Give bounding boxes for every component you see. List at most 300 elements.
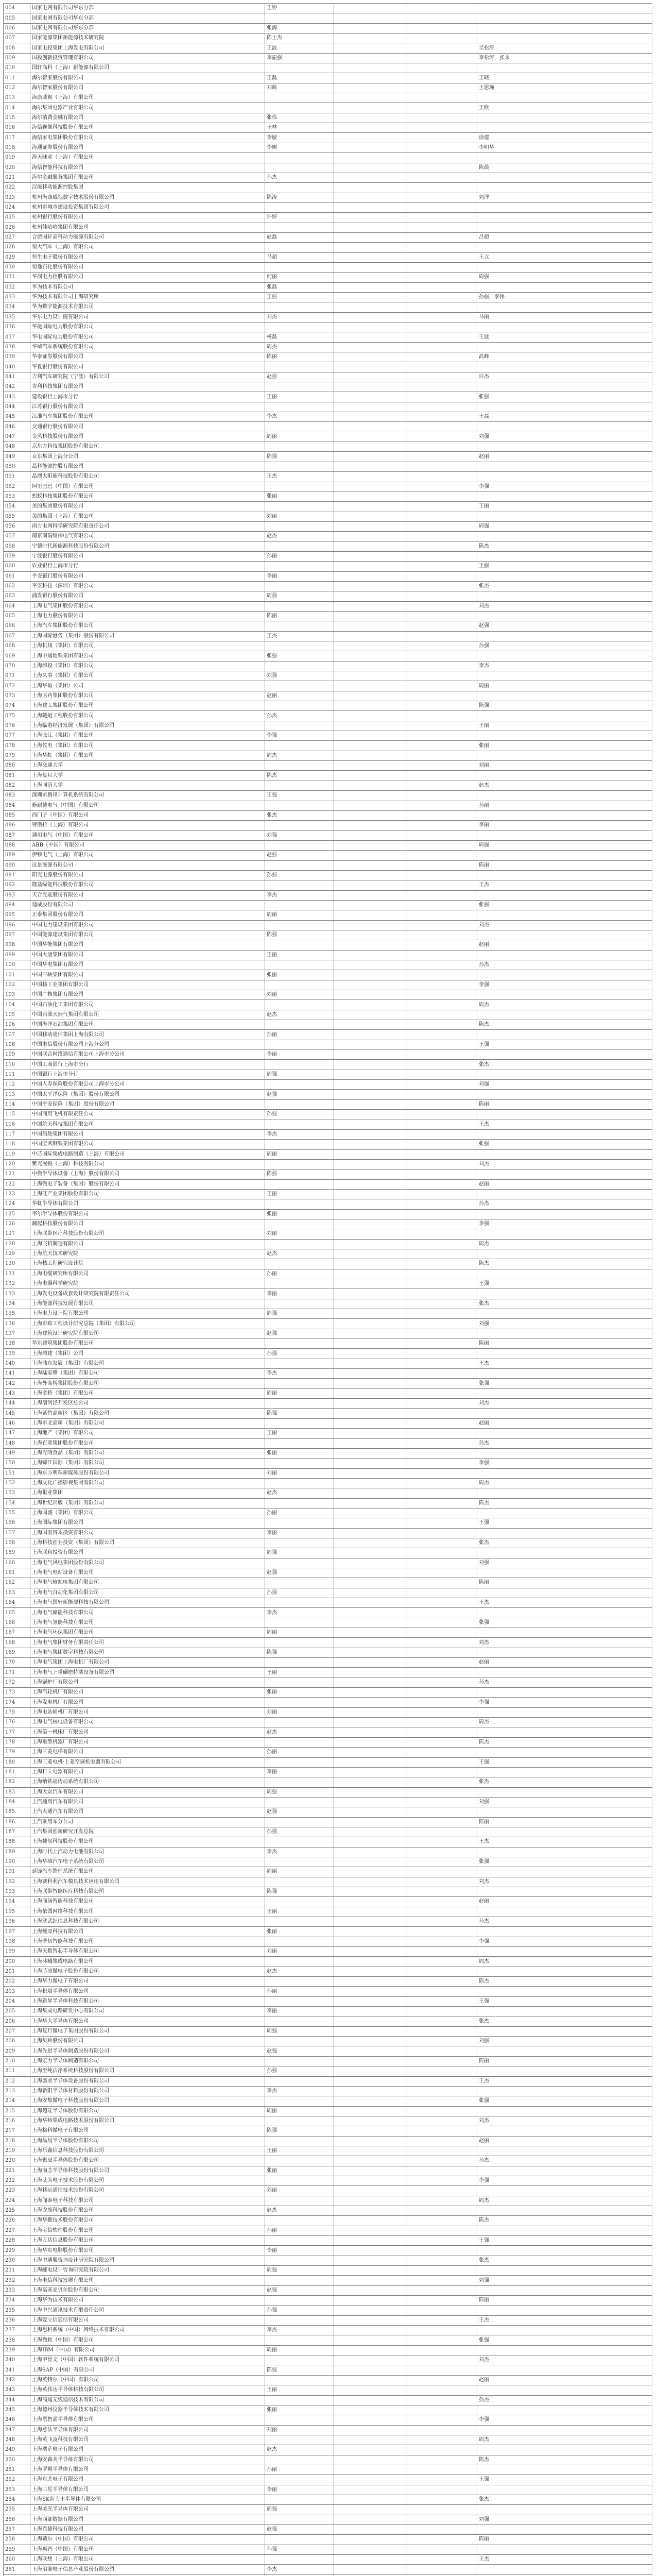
row-number-cell: 189 (4, 1847, 30, 1857)
table-row (4, 323, 652, 332)
contact-a-cell: 李强 (265, 731, 334, 741)
row-number-cell: 226 (4, 2216, 30, 2226)
table-row (4, 1787, 652, 1797)
contact-b-cell (334, 213, 407, 223)
contact-b-cell (334, 1359, 407, 1368)
contact-b-cell (334, 1847, 407, 1857)
company-name-cell: 上海微软（中国）有限公司 (30, 2335, 265, 2345)
contact-b-cell (334, 1827, 407, 1837)
row-number-cell: 152 (4, 1478, 30, 1488)
row-number-cell: 031 (4, 273, 30, 282)
row-number-cell: 160 (4, 1558, 30, 1568)
contact-c-cell (407, 2335, 477, 2345)
company-name-cell: 吉利汽车研究院（宁波）有限公司 (30, 372, 265, 382)
company-name-cell: 上海漕河泾开发区总公司 (30, 1399, 265, 1409)
contact-a-cell (265, 741, 334, 751)
table-row (4, 223, 652, 232)
contact-b-cell (334, 1628, 407, 1638)
contact-a-cell: 陈士杰 (265, 33, 334, 43)
company-name-cell: 中国船舶集团有限公司 (30, 1129, 265, 1139)
contact-b-cell (334, 880, 407, 890)
company-name-cell: 通用电气（中国）有限公司 (30, 831, 265, 840)
row-number-cell: 039 (4, 352, 30, 362)
company-name-cell: 上海贝岭股份有限公司 (30, 2037, 265, 2046)
contact-b-cell (334, 1289, 407, 1299)
company-name-cell: 上海东芝电子有限公司 (30, 2475, 265, 2485)
company-name-cell: 上汽乘用车分公司 (30, 1817, 265, 1827)
contact-d-cell (477, 1429, 652, 1438)
contact-a-cell: 赵强 (265, 2524, 334, 2534)
table-row (4, 1030, 652, 1040)
contact-b-cell (334, 2285, 407, 2295)
contact-c-cell (407, 1140, 477, 1149)
table-row (4, 2545, 652, 2554)
contact-a-cell (265, 1060, 334, 1070)
contact-a-cell (265, 163, 334, 173)
contact-b-cell (334, 232, 407, 242)
row-number-cell: 101 (4, 970, 30, 980)
company-name-cell: 上海安森美半导体有限公司 (30, 2455, 265, 2465)
contact-c-cell (407, 93, 477, 103)
contact-b-cell (334, 1518, 407, 1528)
contact-d-cell (477, 1987, 652, 1996)
contact-a-cell: 王强 (265, 292, 334, 302)
table-row (4, 2216, 652, 2226)
contact-b-cell (334, 2524, 407, 2534)
contact-a-cell: 王丽 (265, 2146, 334, 2156)
table-row (4, 2106, 652, 2116)
company-name-cell: 上海高通无线通信技术有限公司 (30, 2395, 265, 2405)
contact-d-cell: 刘洋 (477, 193, 652, 202)
contact-c-cell (407, 2216, 477, 2226)
company-name-cell: 南方电网科学研究院有限责任公司 (30, 521, 265, 531)
row-number-cell: 142 (4, 1379, 30, 1388)
contact-d-cell: 陈丽 (477, 1099, 652, 1109)
contact-a-cell (265, 2256, 334, 2265)
contact-c-cell (407, 940, 477, 950)
contact-c-cell (407, 2136, 477, 2146)
company-name-cell: 澜起科技股份有限公司 (30, 1219, 265, 1229)
row-number-cell: 124 (4, 1199, 30, 1209)
table-row (4, 1817, 652, 1827)
contact-a-cell: 孙丽 (265, 2226, 334, 2235)
contact-c-cell (407, 1967, 477, 1976)
contact-d-cell: 李强 (477, 980, 652, 990)
company-name-cell: 上海国际港务（集团）股份有限公司 (30, 631, 265, 641)
contact-d-cell (477, 910, 652, 920)
contact-a-cell: 李丽 (265, 1050, 334, 1060)
row-number-cell: 144 (4, 1399, 30, 1409)
contact-c-cell (407, 920, 477, 930)
contact-c-cell (407, 2046, 477, 2056)
contact-c-cell (407, 412, 477, 422)
contact-a-cell: 孙强 (265, 1588, 334, 1598)
company-name-cell: 上海发电机厂有限公司 (30, 1698, 265, 1707)
company-name-cell: 杭州海康威视数字技术股份有限公司 (30, 193, 265, 202)
contact-b-cell (334, 462, 407, 471)
company-name-cell: 上海电力股份有限公司 (30, 611, 265, 621)
company-name-cell: 上海锦江国际（集团）有限公司 (30, 1459, 265, 1468)
contact-d-cell: 张杰 (477, 2495, 652, 2504)
contact-d-cell (477, 930, 652, 940)
company-name-cell: 上海国有资本投资有限公司 (30, 1528, 265, 1538)
contact-b-cell (334, 1787, 407, 1797)
company-name-cell: 上海第一机床厂有限公司 (30, 1727, 265, 1737)
row-number-cell: 129 (4, 1249, 30, 1259)
contact-d-cell (477, 2465, 652, 2475)
contact-d-cell (477, 691, 652, 701)
row-number-cell: 127 (4, 1229, 30, 1239)
table-row (4, 1159, 652, 1169)
table-row (4, 2335, 652, 2345)
contact-a-cell: 周杰 (265, 751, 334, 760)
table-row (4, 1967, 652, 1976)
contact-b-cell (334, 93, 407, 103)
contact-a-cell: 周丽 (265, 1628, 334, 1638)
table-row (4, 292, 652, 302)
table-row (4, 721, 652, 731)
contact-d-cell (477, 462, 652, 471)
table-row (4, 1598, 652, 1608)
row-number-cell: 070 (4, 661, 30, 671)
contact-c-cell (407, 1787, 477, 1797)
contact-c-cell (407, 1319, 477, 1329)
row-number-cell: 056 (4, 521, 30, 531)
contact-c-cell (407, 641, 477, 651)
row-number-cell: 022 (4, 183, 30, 193)
table-row (4, 1618, 652, 1628)
table-row (4, 1977, 652, 1987)
row-number-cell: 097 (4, 930, 30, 940)
contact-a-cell (265, 2156, 334, 2166)
contact-a-cell: 李丽 (265, 1289, 334, 1299)
contact-b-cell (334, 631, 407, 641)
table-row (4, 372, 652, 382)
company-name-cell: 上海电气集团股份有限公司 (30, 601, 265, 611)
contact-d-cell (477, 1787, 652, 1797)
company-name-cell: 上海电缆研究所有限公司 (30, 1269, 265, 1279)
contact-d-cell (477, 1827, 652, 1837)
table-row (4, 840, 652, 850)
contact-c-cell (407, 143, 477, 152)
contact-a-cell (265, 1518, 334, 1528)
company-name-cell: 中芯国际集成电路制造（上海）有限公司 (30, 1149, 265, 1159)
contact-b-cell (334, 930, 407, 940)
contact-c-cell (407, 2395, 477, 2405)
table-row (4, 2355, 652, 2365)
table-row (4, 1737, 652, 1747)
contact-c-cell (407, 422, 477, 432)
contact-a-cell (265, 2415, 334, 2425)
company-name-cell: 国家电网有限公司华东分部 (30, 23, 265, 33)
company-name-cell: 上海建工集团股份有限公司 (30, 701, 265, 711)
table-row (4, 1110, 652, 1120)
table-row (4, 2037, 652, 2046)
contact-d-cell (477, 571, 652, 581)
row-number-cell: 122 (4, 1179, 30, 1189)
contact-b-cell (334, 1797, 407, 1807)
contact-b-cell (334, 482, 407, 492)
contact-a-cell: 赵强 (265, 1568, 334, 1578)
row-number-cell: 026 (4, 223, 30, 232)
contact-a-cell: 李丽 (265, 1528, 334, 1538)
contact-b-cell (334, 2365, 407, 2375)
contact-c-cell (407, 1917, 477, 1927)
contact-b-cell (334, 2176, 407, 2185)
contact-b-cell (334, 2335, 407, 2345)
contact-a-cell: 李振强 (265, 53, 334, 63)
company-name-cell: 上汽大通汽车有限公司 (30, 1807, 265, 1817)
contact-a-cell: 赵杰 (265, 2206, 334, 2215)
contact-a-cell: 孙丽 (265, 1748, 334, 1757)
company-name-cell: 中国移动通信集团上海有限公司 (30, 1030, 265, 1040)
contact-b-cell (334, 302, 407, 312)
contact-d-cell (477, 731, 652, 741)
table-row (4, 2226, 652, 2235)
contact-b-cell (334, 821, 407, 831)
table-row (4, 103, 652, 113)
row-number-cell: 194 (4, 1897, 30, 1907)
row-number-cell: 107 (4, 1030, 30, 1040)
company-name-cell: 上海华大半导体有限公司 (30, 2016, 265, 2026)
contact-b-cell (334, 771, 407, 781)
table-row (4, 243, 652, 252)
company-name-cell: 上海IBM（中国）有限公司 (30, 2345, 265, 2355)
row-number-cell: 084 (4, 801, 30, 810)
contact-c-cell (407, 1558, 477, 1568)
contact-a-cell: 赵强 (265, 372, 334, 382)
contact-d-cell: 孙杰 (477, 1677, 652, 1687)
contact-c-cell (407, 1877, 477, 1887)
contact-d-cell: 马丽 (477, 312, 652, 322)
contact-b-cell (334, 2375, 407, 2385)
table-row (4, 1010, 652, 1020)
contact-d-cell (477, 1947, 652, 1957)
contact-d-cell: 陈丽 (477, 860, 652, 870)
contact-a-cell: 陈丽 (265, 352, 334, 362)
table-row (4, 1209, 652, 1219)
table-row (4, 2266, 652, 2276)
table-row (4, 53, 652, 63)
company-name-cell: 韦尔半导体股份有限公司 (30, 1209, 265, 1219)
company-name-cell: 上海电信科技发展有限公司 (30, 2276, 265, 2285)
contact-d-cell: 张强 (477, 1140, 652, 1149)
contact-a-cell (265, 900, 334, 910)
company-name-cell: 海天味业（上海）有限公司 (30, 153, 265, 163)
contact-b-cell (334, 372, 407, 382)
contact-c-cell (407, 2535, 477, 2545)
contact-d-cell (477, 950, 652, 960)
contact-d-cell (477, 512, 652, 521)
table-row (4, 2016, 652, 2026)
contact-b-cell (334, 1967, 407, 1976)
row-number-cell: 219 (4, 2146, 30, 2156)
contact-a-cell (265, 243, 334, 252)
table-row (4, 412, 652, 422)
contact-a-cell: 周强 (265, 2026, 334, 2036)
contact-a-cell: 李杰 (265, 1369, 334, 1379)
contact-d-cell (477, 751, 652, 760)
row-number-cell: 136 (4, 1319, 30, 1329)
company-name-cell: 上海乐鑫信息科技股份有限公司 (30, 2146, 265, 2156)
contact-c-cell (407, 2485, 477, 2495)
contact-b-cell (334, 2186, 407, 2196)
contact-b-cell (334, 1887, 407, 1896)
contact-c-cell (407, 323, 477, 332)
contact-c-cell (407, 1668, 477, 1677)
contact-c-cell (407, 631, 477, 641)
contact-b-cell (334, 1249, 407, 1259)
contact-c-cell (407, 262, 477, 272)
row-number-cell: 155 (4, 1508, 30, 1518)
contact-d-cell: 刘杰 (477, 1638, 652, 1648)
table-row (4, 2515, 652, 2524)
row-number-cell: 121 (4, 1170, 30, 1179)
contact-c-cell (407, 1628, 477, 1638)
contact-d-cell (477, 671, 652, 681)
row-number-cell: 012 (4, 83, 30, 93)
row-number-cell: 261 (4, 2565, 30, 2574)
contact-a-cell (265, 1259, 334, 1269)
contact-d-cell (477, 362, 652, 372)
contact-c-cell (407, 512, 477, 521)
company-name-cell: 海尔集团电器产业有限公司 (30, 103, 265, 113)
contact-b-cell (334, 1498, 407, 1508)
row-number-cell: 175 (4, 1707, 30, 1717)
contact-d-cell (477, 2385, 652, 2395)
company-name-cell: 上海美光半导体有限公司 (30, 2505, 265, 2515)
contact-d-cell (477, 1967, 652, 1976)
row-number-cell: 181 (4, 1767, 30, 1777)
contact-d-cell: 陈晨 (477, 163, 652, 173)
contact-b-cell (334, 731, 407, 741)
contact-a-cell (265, 1438, 334, 1448)
contact-d-cell (477, 13, 652, 23)
contact-a-cell (265, 781, 334, 790)
contact-b-cell (334, 920, 407, 930)
contact-c-cell (407, 223, 477, 232)
contact-c-cell (407, 930, 477, 940)
table-row (4, 2395, 652, 2405)
contact-d-cell: 张强 (477, 2096, 652, 2106)
contact-a-cell: 杨磊 (265, 332, 334, 342)
table-row (4, 2485, 652, 2495)
contact-c-cell (407, 312, 477, 322)
contact-d-cell: 许杰 (477, 372, 652, 382)
table-row (4, 1199, 652, 1209)
contact-d-cell (477, 33, 652, 43)
contact-c-cell (407, 1468, 477, 1478)
contact-c-cell (407, 243, 477, 252)
table-row (4, 2146, 652, 2156)
row-number-cell: 117 (4, 1129, 30, 1139)
company-name-cell: 海尔智家股份有限公司 (30, 83, 265, 93)
company-name-cell: 天合光能股份有限公司 (30, 890, 265, 900)
contact-d-cell (477, 1249, 652, 1259)
company-name-cell: 上海久事（集团）有限公司 (30, 671, 265, 681)
contact-b-cell (334, 1170, 407, 1179)
company-name-cell: 上海电气上重碾磨特装设备有限公司 (30, 1668, 265, 1677)
contact-a-cell: 刘丽 (265, 1229, 334, 1239)
contact-c-cell (407, 1707, 477, 1717)
table-row (4, 1538, 652, 1548)
table-row (4, 860, 652, 870)
table-row (4, 1418, 652, 1428)
contact-b-cell (334, 1767, 407, 1777)
contact-b-cell (334, 1329, 407, 1338)
contact-b-cell (334, 2565, 407, 2574)
contact-a-cell: 周强 (265, 1548, 334, 1558)
company-name-cell: 上海格科微电子有限公司 (30, 2126, 265, 2136)
table-row (4, 2505, 652, 2515)
contact-b-cell (334, 581, 407, 591)
contact-b-cell (334, 1947, 407, 1957)
table-row (4, 2385, 652, 2395)
contact-d-cell: 李强 (477, 1698, 652, 1707)
contact-b-cell (334, 432, 407, 442)
table-row (4, 2136, 652, 2146)
contact-b-cell (334, 2076, 407, 2086)
row-number-cell: 173 (4, 1688, 30, 1698)
table-row (4, 1120, 652, 1129)
contact-c-cell (407, 2116, 477, 2126)
contact-b-cell (334, 1877, 407, 1887)
company-name-cell: 国家电投集团上海发电有限公司 (30, 43, 265, 53)
contact-d-cell: 王强 (477, 562, 652, 571)
contact-a-cell: 刘丽 (265, 2186, 334, 2196)
contact-d-cell: 刘杰 (477, 2116, 652, 2126)
contact-b-cell (334, 1857, 407, 1867)
table-row (4, 63, 652, 73)
contact-a-cell (265, 1737, 334, 1747)
row-number-cell: 222 (4, 2176, 30, 2185)
table-row (4, 581, 652, 591)
contact-c-cell (407, 721, 477, 731)
contact-d-cell: 王欣 (477, 103, 652, 113)
contact-b-cell (334, 1608, 407, 1618)
contact-a-cell (265, 1359, 334, 1368)
contact-c-cell (407, 2345, 477, 2355)
contact-d-cell (477, 1189, 652, 1199)
contact-d-cell: 王强 (477, 1040, 652, 1049)
table-row (4, 2156, 652, 2166)
contact-c-cell (407, 1249, 477, 1259)
row-number-cell: 042 (4, 382, 30, 392)
row-number-cell: 104 (4, 1000, 30, 1010)
company-name-cell: 农业银行上海市分行 (30, 562, 265, 571)
company-name-cell: 上海三菱电机·上菱空调机电器有限公司 (30, 1757, 265, 1767)
contact-b-cell (334, 273, 407, 282)
contact-b-cell (334, 2545, 407, 2554)
contact-b-cell (334, 123, 407, 133)
company-name-cell: 上海报业集团 (30, 1488, 265, 1498)
table-row (4, 1498, 652, 1508)
table-row (4, 1987, 652, 1996)
company-name-cell: 中国宝武钢铁集团有限公司 (30, 1140, 265, 1149)
contact-c-cell (407, 2326, 477, 2335)
contact-d-cell: 周杰 (477, 2435, 652, 2445)
contact-d-cell (477, 1867, 652, 1877)
contact-d-cell (477, 1807, 652, 1817)
contact-b-cell (334, 562, 407, 571)
contact-a-cell: 王林 (265, 123, 334, 133)
contact-c-cell (407, 1688, 477, 1698)
contact-d-cell: 王杰 (477, 2555, 652, 2565)
contact-a-cell: 张丽 (265, 970, 334, 980)
contact-d-cell (477, 1209, 652, 1219)
contact-b-cell (334, 890, 407, 900)
contact-a-cell: 陈强 (265, 930, 334, 940)
